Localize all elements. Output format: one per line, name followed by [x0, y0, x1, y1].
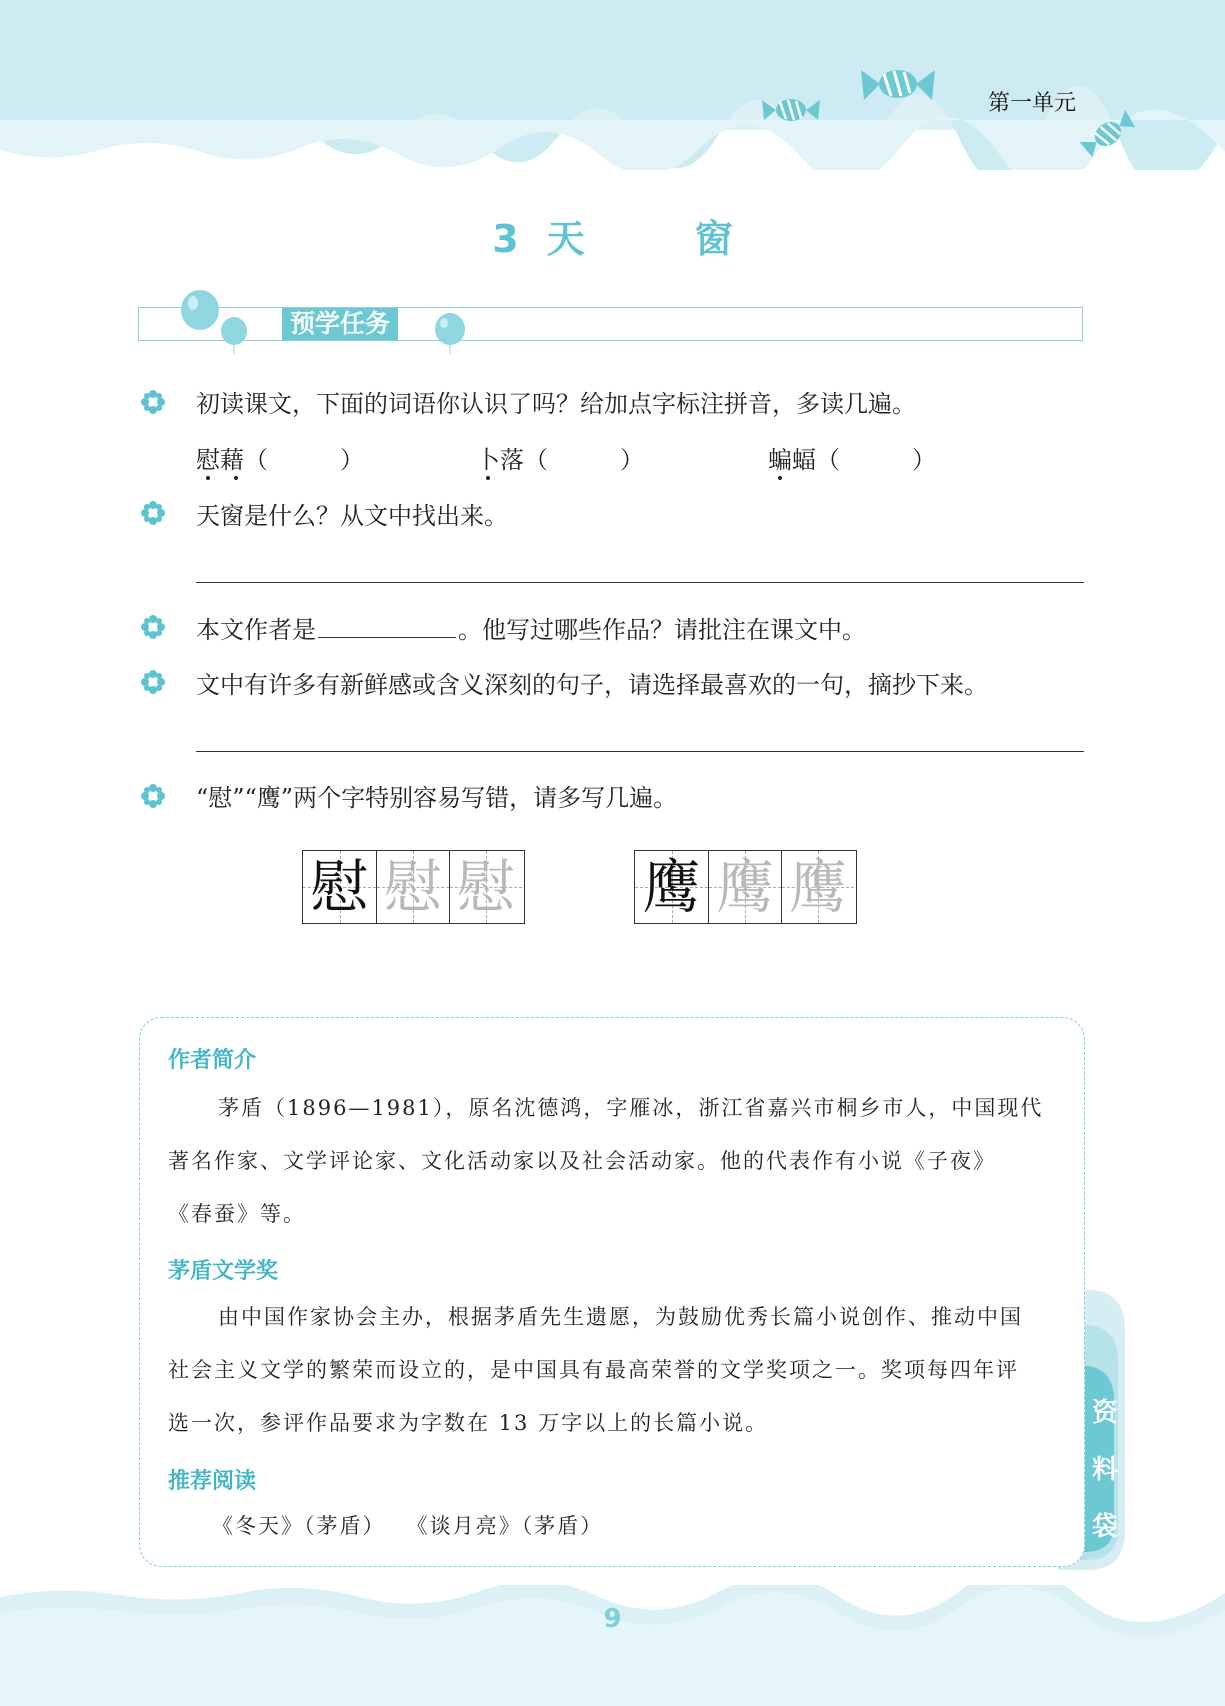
answer-line[interactable] — [196, 751, 1084, 752]
emphasis-dot — [778, 476, 782, 480]
author-blank[interactable] — [318, 615, 456, 638]
task-instruction: “慰”“鹰”两个字特别容易写错，请多写几遍。 — [196, 784, 678, 812]
section-label: 预学任务 — [282, 308, 398, 340]
unit-label: 第一单元 — [988, 91, 1077, 116]
trace-char: 慰 — [383, 853, 442, 921]
practice-char: 慰 — [310, 853, 369, 921]
reading-text: 《冬天》（茅盾） 《谈月亮》（茅盾） — [212, 1514, 604, 1538]
trace-char: 鹰 — [788, 853, 847, 921]
reading-heading: 推荐阅读 — [168, 1469, 257, 1494]
task-instruction: 天窗是什么？从文中找出来。 — [196, 502, 508, 530]
candy-icon — [760, 92, 822, 128]
flower-bullet-icon — [140, 614, 166, 640]
text-line: 著名作家、文学评论家、文化活动家以及社会活动家。他的代表作有小说《子夜》 — [168, 1149, 996, 1173]
award-text — [168, 1291, 1063, 1450]
flower-bullet-icon — [140, 500, 166, 526]
author-intro-heading: 作者简介 — [168, 1048, 257, 1073]
word-text: 蝙蝠 — [768, 446, 816, 474]
task-instruction — [196, 610, 866, 645]
balloon-icon — [432, 312, 468, 354]
word-text: 卜落 — [476, 446, 524, 474]
word-text: 慰藉 — [196, 446, 244, 474]
side-tab-char: 资 — [1091, 1398, 1118, 1428]
word-item — [476, 440, 644, 475]
header-wave-band — [0, 0, 1225, 170]
trace-char: 慰 — [456, 853, 515, 921]
text-line: 由中国作家协会主办，根据茅盾先生遗愿，为鼓励优秀长篇小说创作、推动中国 — [218, 1305, 1023, 1329]
task-text: 。他写过哪些作品？请批注在课文中。 — [458, 616, 866, 644]
lesson-title-char: 窗 — [694, 217, 733, 261]
pinyin-blank[interactable]: （ ） — [524, 446, 644, 474]
grid-cell[interactable] — [635, 851, 708, 923]
text-line: 社会主义文学的繁荣而设立的，是中国具有最高荣誉的文学奖项之一。奖项每四年评 — [168, 1358, 1019, 1382]
writing-grid — [634, 850, 857, 924]
text-line: 《春蚕》等。 — [168, 1202, 306, 1226]
author-intro-text — [168, 1082, 1063, 1241]
lesson-title — [0, 208, 1225, 263]
grid-cell[interactable] — [376, 851, 449, 923]
task-instruction: 文中有许多有新鲜感或含义深刻的句子，请选择最喜欢的一句，摘抄下来。 — [196, 671, 988, 699]
grid-cell[interactable] — [781, 851, 854, 923]
flower-bullet-icon — [140, 669, 166, 695]
word-item — [768, 440, 936, 475]
answer-line[interactable] — [196, 582, 1084, 583]
side-tab-char: 料 — [1091, 1455, 1118, 1485]
trace-char: 鹰 — [715, 853, 774, 921]
pinyin-blank[interactable]: （ ） — [244, 446, 364, 474]
candy-icon — [858, 60, 938, 108]
balloon-icon — [178, 290, 222, 340]
task-text: 本文作者是 — [196, 616, 316, 644]
practice-char: 鹰 — [642, 853, 701, 921]
pinyin-blank[interactable]: （ ） — [816, 446, 936, 474]
side-tab-char: 袋 — [1091, 1512, 1118, 1542]
candy-icon — [1078, 106, 1138, 162]
lesson-number: 3 — [492, 217, 519, 261]
grid-cell[interactable] — [449, 851, 522, 923]
emphasis-dot — [206, 476, 210, 480]
emphasis-dot — [486, 476, 490, 480]
lesson-title-char: 天 — [546, 217, 585, 261]
task-instruction: 初读课文，下面的词语你认识了吗？给加点字标注拼音，多读几遍。 — [196, 390, 916, 418]
grid-cell[interactable] — [303, 851, 376, 923]
word-item — [196, 440, 364, 475]
emphasis-dot — [234, 476, 238, 480]
text-line: 选一次，参评作品要求为字数在 13 万字以上的长篇小说。 — [168, 1411, 769, 1435]
flower-bullet-icon — [140, 783, 166, 809]
grid-cell[interactable] — [708, 851, 781, 923]
section-bar — [138, 307, 1083, 341]
text-line: 茅盾（1896—1981），原名沈德鸿，字雁冰，浙江省嘉兴市桐乡市人，中国现代 — [218, 1096, 1044, 1120]
writing-grid — [302, 850, 525, 924]
balloon-icon — [218, 316, 250, 354]
page-number: 9 — [603, 1604, 622, 1634]
flower-bullet-icon — [140, 389, 166, 415]
award-heading: 茅盾文学奖 — [168, 1259, 279, 1284]
